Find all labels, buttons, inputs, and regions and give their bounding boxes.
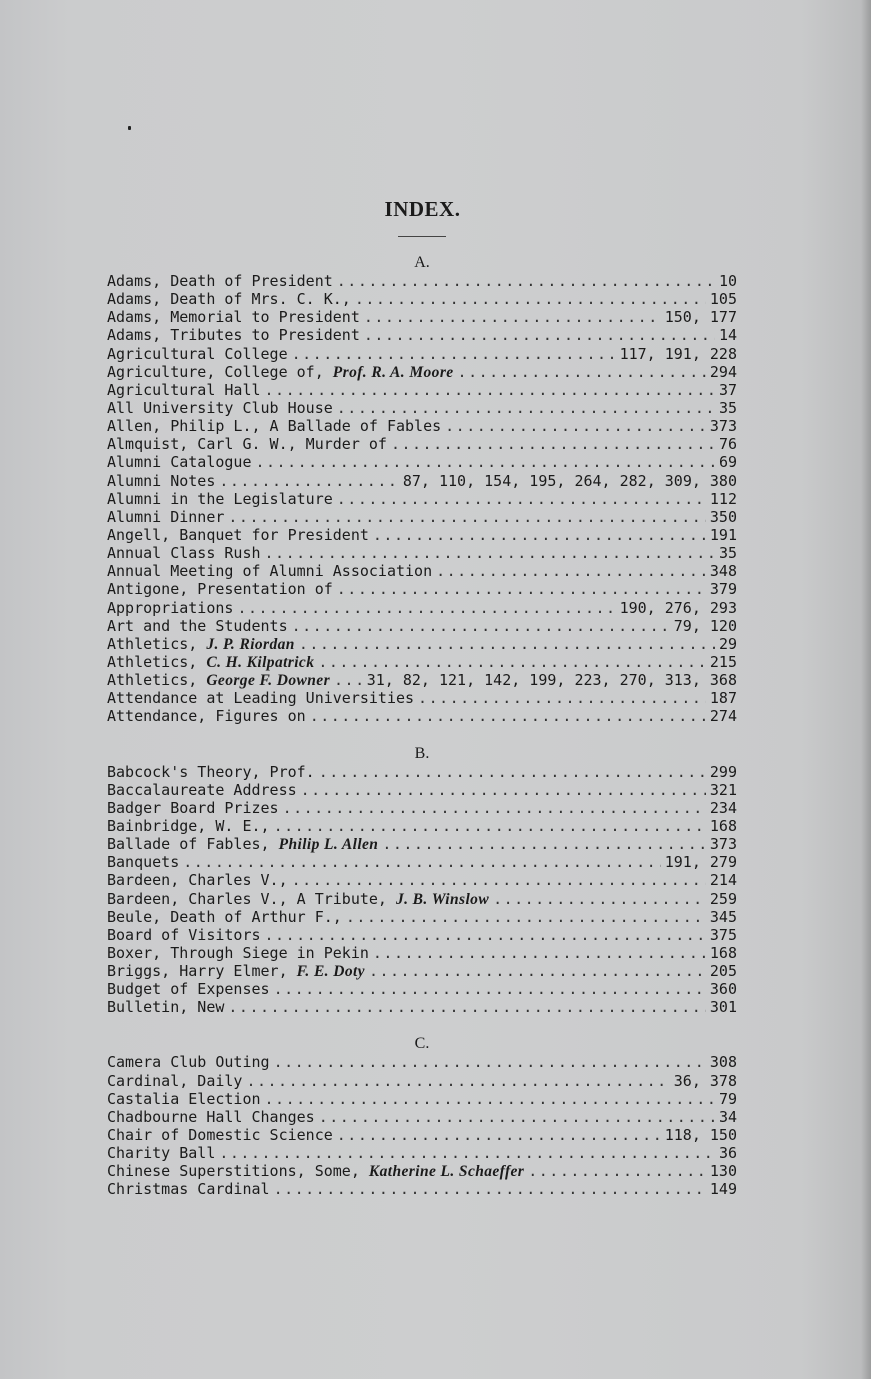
index-entry: [107, 817, 737, 835]
dot-leader: [528, 1162, 706, 1180]
entry-title: Badger Board Prizes: [107, 798, 279, 817]
entry-pages: 31, 82, 121, 142, 199, 223, 270, 313, 368: [366, 671, 737, 690]
dot-leader: [334, 671, 363, 689]
entry-title: Athletics,: [107, 652, 207, 671]
index-entry: [107, 508, 737, 526]
section-letter: A.: [414, 254, 430, 271]
index-entry: [107, 962, 737, 980]
dot-leader: [274, 1053, 706, 1071]
section-letter: C.: [414, 1035, 430, 1053]
index-entry: [107, 853, 737, 871]
dot-leader: [265, 926, 706, 944]
entry-title: Banquets: [107, 853, 180, 872]
entry-label: [107, 1072, 242, 1090]
entry-pages: 215: [709, 652, 737, 671]
entry-pages: 34: [718, 1107, 737, 1126]
index-entry: [107, 562, 737, 580]
dot-leader: [318, 653, 706, 671]
entry-pages: 301: [709, 998, 737, 1017]
entry-pages: 76: [718, 435, 737, 454]
entry-pages: 168: [709, 943, 737, 962]
dot-leader: [283, 799, 706, 817]
index-entry: [107, 1144, 737, 1162]
index-entry: [107, 326, 737, 344]
entry-title: Art and the Students: [107, 616, 288, 635]
index-entry: [107, 998, 737, 1016]
dot-leader: [364, 308, 661, 326]
entry-pages: 191: [709, 525, 737, 544]
entry-label: [107, 799, 279, 817]
entry-label: [107, 635, 295, 654]
index-entry: [107, 1053, 737, 1071]
entry-pages: 375: [709, 925, 737, 944]
entry-title: Agricultural College: [107, 344, 288, 363]
entry-pages: 69: [718, 453, 737, 472]
title-rule: [398, 236, 446, 237]
entry-label: [107, 580, 333, 598]
dot-leader: [319, 763, 706, 781]
dot-leader: [364, 326, 715, 344]
entry-pages: 259: [709, 889, 737, 908]
dot-leader: [246, 1072, 669, 1090]
entry-pages: 117, 191, 228: [619, 344, 737, 363]
dot-leader: [391, 435, 715, 453]
dot-leader: [355, 290, 706, 308]
entry-title: Alumni Dinner: [107, 507, 225, 526]
entry-title: Annual Meeting of Alumni Association: [107, 562, 433, 581]
entry-pages: 373: [709, 835, 737, 854]
entry-pages: 79, 120: [673, 616, 737, 635]
ink-speck: [128, 126, 131, 130]
entry-label: [107, 1162, 524, 1181]
index-entry: [107, 290, 737, 308]
index-entry: [107, 544, 737, 562]
entry-label: [107, 1090, 261, 1108]
dot-leader: [369, 962, 706, 980]
index-entry: [107, 308, 737, 326]
dot-leader: [265, 544, 715, 562]
entry-title: Antigone, Presentation of: [107, 580, 333, 599]
index-entry: [107, 435, 737, 453]
dot-leader: [337, 272, 715, 290]
entry-label: [107, 417, 441, 435]
index-entry: [107, 763, 737, 781]
entry-pages: 79: [718, 1089, 737, 1108]
entry-pages: 10: [718, 272, 737, 290]
entry-label: [107, 599, 233, 617]
index-entry: [107, 381, 737, 399]
index-entry: [107, 653, 737, 671]
section-letter: B.: [414, 744, 430, 762]
entry-title: Athletics,: [107, 634, 207, 653]
entry-label: [107, 508, 224, 526]
index-entry: [107, 1126, 737, 1144]
entry-label: [107, 998, 224, 1016]
entry-pages: 360: [709, 980, 737, 999]
entry-title: Christmas Cardinal: [107, 1180, 270, 1199]
dot-leader: [228, 998, 706, 1016]
entry-title: Adams, Memorial to President: [107, 308, 360, 327]
index-entry: [107, 526, 737, 544]
entry-label: [107, 363, 454, 382]
dot-leader: [373, 944, 706, 962]
entry-title: Almquist, Carl G. W., Murder of: [107, 435, 387, 454]
entry-pages: 36: [718, 1144, 737, 1163]
index-entry: [107, 1090, 737, 1108]
entry-label: [107, 290, 351, 308]
dot-leader: [274, 1180, 706, 1198]
entry-pages: 379: [709, 580, 737, 599]
entry-title: Boxer, Through Siege in Pekin: [107, 943, 369, 962]
entry-label: [107, 835, 378, 854]
entry-label: [107, 1144, 215, 1162]
index-entry: [107, 1108, 737, 1126]
entry-pages: 190, 276, 293: [619, 598, 737, 617]
entry-title: Board of Visitors: [107, 925, 261, 944]
index-entry: [107, 417, 737, 435]
dot-leader: [418, 689, 706, 707]
entry-title: Allen, Philip L., A Ballade of Fables: [107, 417, 442, 436]
entry-title: Charity Ball: [107, 1144, 216, 1163]
entry-title: Attendance, Figures on: [107, 707, 306, 726]
dot-leader: [265, 1090, 715, 1108]
index-entry: [107, 1162, 737, 1180]
index-entry: [107, 890, 737, 908]
dot-leader: [183, 853, 661, 871]
index-entry: [107, 635, 737, 653]
dot-leader: [256, 453, 715, 471]
entry-label: [107, 689, 414, 707]
entry-label: [107, 562, 432, 580]
entry-author: Prof. R. A. Moore: [332, 363, 454, 381]
entry-label: [107, 980, 270, 998]
entry-label: [107, 490, 333, 508]
entry-title: Camera Club Outing: [107, 1053, 270, 1072]
section-gap: [107, 726, 737, 745]
entry-author: Philip L. Allen: [278, 836, 379, 854]
entry-title: Adams, Tributes to President: [107, 326, 360, 345]
index-entry: [107, 944, 737, 962]
entry-label: [107, 926, 261, 944]
entry-label: [107, 435, 387, 453]
entry-label: [107, 781, 297, 799]
entry-pages: 87, 110, 154, 195, 264, 282, 309, 380: [402, 471, 737, 490]
entry-label: [107, 1126, 333, 1144]
index-entry: [107, 453, 737, 471]
entry-pages: 187: [709, 689, 737, 708]
index-entry: [107, 472, 737, 490]
entry-title: Agriculture, College of,: [107, 362, 333, 381]
index-entry: [107, 399, 737, 417]
entry-label: [107, 653, 314, 672]
dot-leader: [337, 1126, 661, 1144]
entry-author: F. E. Doty: [296, 963, 365, 981]
entry-label: [107, 1108, 315, 1126]
entry-pages: 348: [709, 562, 737, 581]
entry-label: [107, 472, 215, 490]
entry-label: [107, 453, 252, 471]
entry-pages: 118, 150: [664, 1126, 737, 1145]
entry-pages: 308: [709, 1053, 737, 1072]
entry-author: J. P. Riordan: [206, 635, 295, 653]
index-list: [107, 254, 737, 1199]
entry-label: [107, 345, 288, 363]
entry-label: [107, 871, 288, 889]
entry-label: [107, 908, 342, 926]
dot-leader: [373, 526, 706, 544]
entry-pages: 168: [709, 816, 737, 835]
page-title: INDEX.: [384, 197, 461, 221]
index-entry: [107, 580, 737, 598]
entry-title: Babcock's Theory, Prof.: [107, 762, 315, 781]
entry-title: Agricultural Hall: [107, 380, 261, 399]
dot-leader: [337, 580, 706, 598]
entry-pages: 130: [709, 1162, 737, 1181]
index-entry: [107, 926, 737, 944]
entry-label: [107, 962, 365, 981]
dot-leader: [346, 908, 706, 926]
index-entry: [107, 345, 737, 363]
entry-label: [107, 272, 333, 290]
dot-leader: [337, 399, 715, 417]
entry-label: [107, 308, 360, 326]
entry-author: J. B. Winslow: [395, 890, 490, 908]
dot-leader: [299, 635, 715, 653]
entry-pages: 37: [718, 380, 737, 399]
entry-title: All University Club House: [107, 398, 333, 417]
entry-pages: 191, 279: [664, 853, 737, 872]
entry-pages: 149: [709, 1180, 737, 1199]
entry-label: [107, 399, 333, 417]
index-entry: [107, 781, 737, 799]
dot-leader: [445, 417, 706, 435]
entry-pages: 205: [709, 962, 737, 981]
entry-title: Ballade of Fables,: [107, 835, 279, 854]
dot-leader: [292, 871, 706, 889]
entry-pages: 35: [718, 544, 737, 563]
dot-leader: [493, 890, 706, 908]
index-entry: [107, 835, 737, 853]
entry-title: Angell, Banquet for President: [107, 525, 369, 544]
entry-pages: 36, 378: [673, 1071, 737, 1090]
dot-leader: [265, 381, 715, 399]
dot-leader: [301, 781, 706, 799]
entry-title: Alumni Notes: [107, 471, 216, 490]
dot-leader: [274, 817, 706, 835]
entry-title: Bainbridge, W. E.,: [107, 816, 270, 835]
entry-label: [107, 526, 369, 544]
entry-title: Bulletin, New: [107, 998, 225, 1017]
entry-title: Cardinal, Daily: [107, 1071, 243, 1090]
entry-title: Chair of Domestic Science: [107, 1126, 333, 1145]
dot-leader: [219, 472, 398, 490]
index-entry: [107, 1072, 737, 1090]
entry-label: [107, 544, 261, 562]
entry-title: Baccalaureate Address: [107, 780, 297, 799]
index-entry: [107, 671, 737, 689]
entry-title: Bardeen, Charles V., A Tribute,: [107, 889, 396, 908]
entry-author: George F. Downer: [206, 672, 331, 690]
dot-leader: [319, 1108, 715, 1126]
entry-title: Appropriations: [107, 598, 234, 617]
entry-label: [107, 890, 489, 909]
index-entry: [107, 599, 737, 617]
entry-label: [107, 853, 179, 871]
entry-pages: 35: [718, 398, 737, 417]
entry-pages: 105: [709, 290, 737, 309]
entry-pages: 234: [709, 798, 737, 817]
page-edge-shadow: [861, 0, 871, 1379]
entry-title: Alumni Catalogue: [107, 453, 252, 472]
dot-leader: [292, 345, 616, 363]
entry-pages: 373: [709, 417, 737, 436]
index-entry: [107, 707, 737, 725]
entry-title: Beule, Death of Arthur F.,: [107, 907, 342, 926]
entry-title: Athletics,: [107, 671, 207, 690]
entry-label: [107, 944, 369, 962]
entry-title: Chinese Superstitions, Some,: [107, 1162, 369, 1181]
dot-leader: [219, 1144, 715, 1162]
entry-title: Chadbourne Hall Changes: [107, 1107, 315, 1126]
dot-leader: [228, 508, 706, 526]
dot-leader: [274, 980, 706, 998]
entry-title: Castalia Election: [107, 1089, 261, 1108]
entry-label: [107, 671, 330, 690]
dot-leader: [292, 617, 670, 635]
index-entry: [107, 1180, 737, 1198]
entry-pages: 14: [718, 326, 737, 345]
index-entry: [107, 799, 737, 817]
entry-label: [107, 817, 270, 835]
entry-pages: 274: [709, 707, 737, 726]
entry-title: Adams, Death of Mrs. C. K.,: [107, 290, 351, 309]
entry-title: Adams, Death of President: [107, 272, 333, 290]
entry-pages: 214: [709, 871, 737, 890]
dot-leader: [337, 490, 706, 508]
entry-label: [107, 381, 261, 399]
entry-pages: 294: [709, 362, 737, 381]
entry-label: [107, 326, 360, 344]
entry-label: [107, 617, 288, 635]
entry-title: Attendance at Leading Universities: [107, 689, 415, 708]
entry-title: Annual Class Rush: [107, 544, 261, 563]
dot-leader: [237, 599, 615, 617]
dot-leader: [310, 707, 706, 725]
index-entry: [107, 908, 737, 926]
entry-pages: 112: [709, 489, 737, 508]
entry-pages: 345: [709, 907, 737, 926]
index-entry: [107, 617, 737, 635]
entry-label: [107, 763, 315, 781]
index-entry: [107, 871, 737, 889]
entry-pages: 350: [709, 507, 737, 526]
entry-title: Alumni in the Legislature: [107, 489, 333, 508]
entry-pages: 29: [718, 634, 737, 653]
entry-author: C. H. Kilpatrick: [206, 653, 315, 671]
index-entry: [107, 490, 737, 508]
index-entry: [107, 272, 737, 290]
entry-title: Briggs, Harry Elmer,: [107, 962, 297, 981]
entry-label: [107, 707, 306, 725]
entry-author: Katherine L. Schaeffer: [368, 1163, 525, 1181]
entry-title: Bardeen, Charles V.,: [107, 871, 288, 890]
section-gap: [107, 1016, 737, 1035]
dot-leader: [436, 562, 706, 580]
entry-pages: 299: [709, 762, 737, 781]
entry-label: [107, 1180, 270, 1198]
index-entry: [107, 689, 737, 707]
entry-label: [107, 1053, 270, 1071]
index-entry: [107, 980, 737, 998]
entry-pages: 150, 177: [664, 308, 737, 327]
index-entry: [107, 363, 737, 381]
entry-pages: 321: [709, 780, 737, 799]
entry-title: Budget of Expenses: [107, 980, 270, 999]
dot-leader: [382, 835, 706, 853]
dot-leader: [458, 363, 706, 381]
